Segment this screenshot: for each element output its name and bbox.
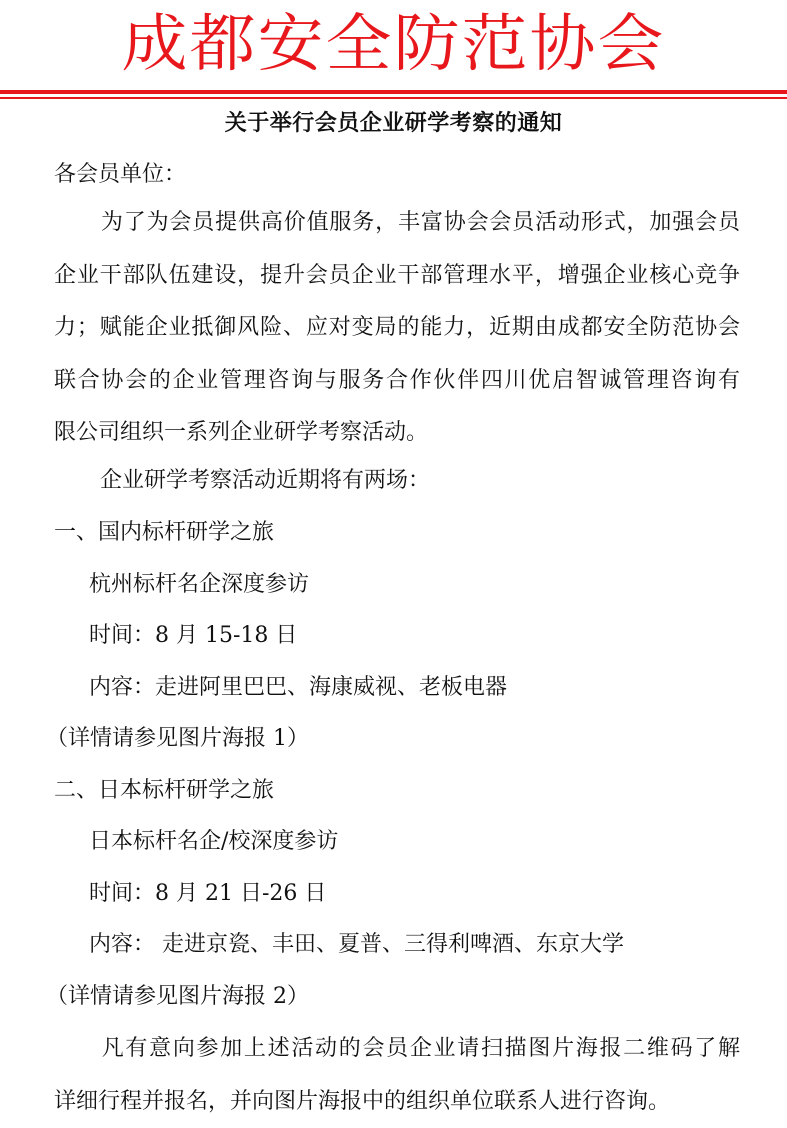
- header-rule-thin: [0, 97, 787, 99]
- summary-line: 企业研学考察活动近期将有两场：: [100, 468, 431, 493]
- notice-title: 关于举行会员企业研学考察的通知: [224, 110, 563, 136]
- trip2-note: （详情请参见图片海报 2）: [46, 984, 309, 1009]
- trip2-heading: 二、日本标杆研学之旅: [54, 778, 275, 803]
- intro-line: 限公司组织一系列企业研学考察活动。: [54, 420, 429, 446]
- trip1-subtitle: 杭州标杆名企深度参访: [89, 572, 310, 597]
- header-rule-thick: [0, 90, 787, 94]
- closing-line: 详细行程并报名，并向图片海报中的组织单位联系人进行咨询。: [54, 1088, 671, 1114]
- organization-name-header: 成都安全防范协会: [121, 6, 666, 81]
- trip2-time: 时间：8 月 21 日-26 日: [89, 881, 327, 906]
- trip1-note: （详情请参见图片海报 1）: [46, 726, 309, 751]
- trip2-content: 内容： 走进京瓷、丰田、夏普、三得利啤酒、东京大学: [89, 932, 624, 957]
- closing-line: 凡有意向参加上述活动的会员企业请扫描图片海报二维码了解: [100, 1036, 740, 1061]
- intro-line: 联合协会的企业管理咨询与服务合作伙伴四川优启智诚管理咨询有: [54, 367, 740, 393]
- closing-paragraph: [54, 1023, 740, 1128]
- trip1-heading: 一、国内标杆研学之旅: [54, 520, 275, 545]
- trip1-time: 时间：8 月 15-18 日: [89, 623, 298, 648]
- intro-line: 企业干部队伍建设，提升会员企业干部管理水平，增强企业核心竞争: [54, 262, 740, 288]
- trip1-content: 内容：走进阿里巴巴、海康威视、老板电器: [89, 675, 508, 700]
- intro-line: 力；赋能企业抵御风险、应对变局的能力，近期由成都安全防范协会: [54, 315, 740, 341]
- intro-paragraph: [54, 197, 740, 460]
- intro-line: 为了为会员提供高价值服务，丰富协会会员活动形式，加强会员: [100, 210, 740, 235]
- trip2-subtitle: 日本标杆名企/校深度参访: [89, 829, 339, 854]
- salutation: 各会员单位：: [54, 162, 187, 187]
